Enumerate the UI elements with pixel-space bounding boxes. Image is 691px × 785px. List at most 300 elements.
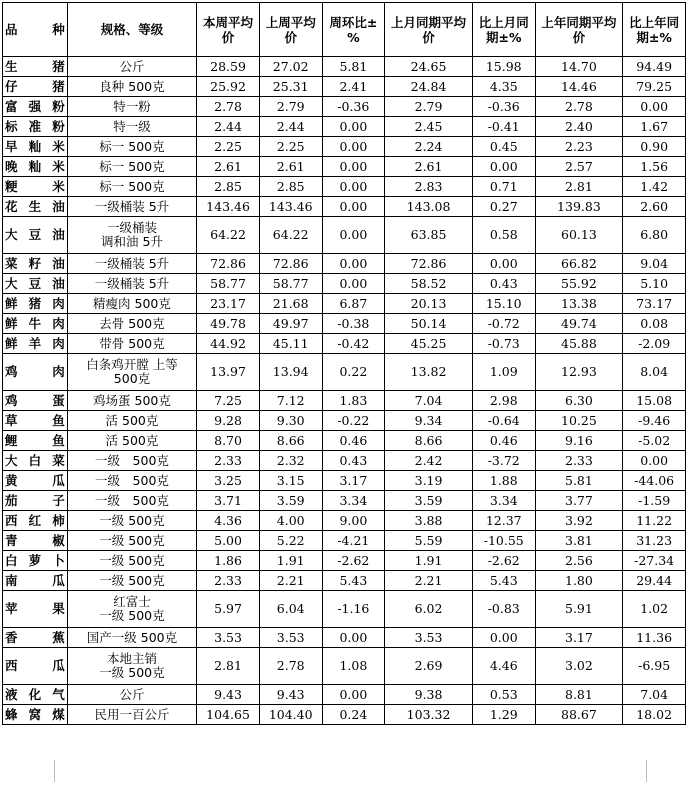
product-name-cell: 白萝卜 bbox=[3, 551, 68, 571]
value-cell: 6.02 bbox=[385, 591, 473, 628]
spec-cell: 精瘦肉 500克 bbox=[67, 294, 196, 314]
value-cell: 8.70 bbox=[197, 431, 260, 451]
value-cell: 88.67 bbox=[535, 705, 623, 725]
value-cell: 3.17 bbox=[535, 628, 623, 648]
value-cell: 2.33 bbox=[197, 451, 260, 471]
value-cell: 2.41 bbox=[322, 77, 385, 97]
value-cell: 0.00 bbox=[322, 157, 385, 177]
value-cell: 7.04 bbox=[623, 685, 686, 705]
value-cell: 0.46 bbox=[472, 431, 535, 451]
table-row bbox=[3, 705, 686, 725]
value-cell: 5.59 bbox=[385, 531, 473, 551]
product-name-cell: 大白菜 bbox=[3, 451, 68, 471]
product-name-cell: 菜籽油 bbox=[3, 254, 68, 274]
value-cell: 9.16 bbox=[535, 431, 623, 451]
header-cell bbox=[472, 3, 535, 57]
table-row bbox=[3, 511, 686, 531]
table-body bbox=[3, 57, 686, 725]
value-cell: 12.93 bbox=[535, 354, 623, 391]
spec-cell: 国产一级 500克 bbox=[67, 628, 196, 648]
value-cell: -4.21 bbox=[322, 531, 385, 551]
value-cell: 1.42 bbox=[623, 177, 686, 197]
value-cell: 143.46 bbox=[197, 197, 260, 217]
value-cell: 24.84 bbox=[385, 77, 473, 97]
header-cell bbox=[322, 3, 385, 57]
spec-cell: 公斤 bbox=[67, 685, 196, 705]
value-cell: 9.04 bbox=[623, 254, 686, 274]
value-cell: 0.00 bbox=[322, 217, 385, 254]
header-cell bbox=[259, 3, 322, 57]
table-row bbox=[3, 334, 686, 354]
value-cell: 3.15 bbox=[259, 471, 322, 491]
value-cell: 0.27 bbox=[472, 197, 535, 217]
product-name-cell: 鲤 鱼 bbox=[3, 431, 68, 451]
value-cell: 3.19 bbox=[385, 471, 473, 491]
value-cell: 27.02 bbox=[259, 57, 322, 77]
value-cell: 23.17 bbox=[197, 294, 260, 314]
value-cell: -2.62 bbox=[472, 551, 535, 571]
value-cell: 13.38 bbox=[535, 294, 623, 314]
value-cell: 6.04 bbox=[259, 591, 322, 628]
value-cell: 4.46 bbox=[472, 648, 535, 685]
value-cell: 8.04 bbox=[623, 354, 686, 391]
value-cell: 2.60 bbox=[623, 197, 686, 217]
value-cell: 5.81 bbox=[322, 57, 385, 77]
value-cell: 2.44 bbox=[259, 117, 322, 137]
value-cell: -44.06 bbox=[623, 471, 686, 491]
product-name-cell: 鸡 肉 bbox=[3, 354, 68, 391]
value-cell: -2.62 bbox=[322, 551, 385, 571]
value-cell: 21.68 bbox=[259, 294, 322, 314]
value-cell: -9.46 bbox=[623, 411, 686, 431]
value-cell: 2.32 bbox=[259, 451, 322, 471]
spec-cell: 标一 500克 bbox=[67, 137, 196, 157]
value-cell: 3.59 bbox=[259, 491, 322, 511]
value-cell: 8.66 bbox=[259, 431, 322, 451]
value-cell: 14.70 bbox=[535, 57, 623, 77]
value-cell: 9.30 bbox=[259, 411, 322, 431]
value-cell: 3.77 bbox=[535, 491, 623, 511]
value-cell: 104.40 bbox=[259, 705, 322, 725]
spec-cell: 白条鸡开膛 上等 500克 bbox=[67, 354, 196, 391]
value-cell: 3.53 bbox=[385, 628, 473, 648]
value-cell: 1.08 bbox=[322, 648, 385, 685]
spec-cell: 公斤 bbox=[67, 57, 196, 77]
product-name-cell: 液化气 bbox=[3, 685, 68, 705]
spec-cell: 本地主销 一级 500克 bbox=[67, 648, 196, 685]
value-cell: 72.86 bbox=[385, 254, 473, 274]
value-cell: -10.55 bbox=[472, 531, 535, 551]
value-cell: 5.00 bbox=[197, 531, 260, 551]
value-cell: 5.91 bbox=[535, 591, 623, 628]
table-row bbox=[3, 117, 686, 137]
table-row bbox=[3, 177, 686, 197]
product-name-cell: 蜂窝煤 bbox=[3, 705, 68, 725]
product-name-cell: 青 椒 bbox=[3, 531, 68, 551]
table-row bbox=[3, 254, 686, 274]
spec-cell: 标一 500克 bbox=[67, 177, 196, 197]
table-row bbox=[3, 628, 686, 648]
value-cell: 79.25 bbox=[623, 77, 686, 97]
value-cell: 0.58 bbox=[472, 217, 535, 254]
header-text: 周环比±% bbox=[329, 14, 378, 45]
value-cell: 15.98 bbox=[472, 57, 535, 77]
value-cell: 2.56 bbox=[535, 551, 623, 571]
value-cell: 64.22 bbox=[197, 217, 260, 254]
table-row bbox=[3, 314, 686, 334]
value-cell: 2.78 bbox=[259, 648, 322, 685]
product-name-cell: 标准粉 bbox=[3, 117, 68, 137]
header-text: 上月同期平均价 bbox=[391, 14, 467, 45]
product-name-cell: 生 猪 bbox=[3, 57, 68, 77]
value-cell: 58.77 bbox=[197, 274, 260, 294]
product-name-cell: 草 鱼 bbox=[3, 411, 68, 431]
value-cell: 143.46 bbox=[259, 197, 322, 217]
value-cell: 2.85 bbox=[197, 177, 260, 197]
value-cell: 3.53 bbox=[259, 628, 322, 648]
value-cell: -0.64 bbox=[472, 411, 535, 431]
value-cell: 2.25 bbox=[259, 137, 322, 157]
value-cell: 3.92 bbox=[535, 511, 623, 531]
header-text: 比上月同期±% bbox=[478, 14, 529, 45]
value-cell: 7.12 bbox=[259, 391, 322, 411]
value-cell: 2.98 bbox=[472, 391, 535, 411]
table-row bbox=[3, 685, 686, 705]
value-cell: 2.21 bbox=[385, 571, 473, 591]
table-row bbox=[3, 274, 686, 294]
table-row bbox=[3, 551, 686, 571]
value-cell: 73.17 bbox=[623, 294, 686, 314]
header-cell bbox=[535, 3, 623, 57]
table-row bbox=[3, 591, 686, 628]
value-cell: 1.56 bbox=[623, 157, 686, 177]
spec-cell: 特一级 bbox=[67, 117, 196, 137]
value-cell: 9.43 bbox=[197, 685, 260, 705]
header-cell: 品 种 bbox=[3, 3, 68, 57]
value-cell: 0.22 bbox=[322, 354, 385, 391]
spec-cell: 一级桶装 5升 bbox=[67, 254, 196, 274]
value-cell: -27.34 bbox=[623, 551, 686, 571]
value-cell: 66.82 bbox=[535, 254, 623, 274]
value-cell: 0.00 bbox=[322, 177, 385, 197]
value-cell: 5.81 bbox=[535, 471, 623, 491]
table-row bbox=[3, 491, 686, 511]
value-cell: 63.85 bbox=[385, 217, 473, 254]
value-cell: 0.24 bbox=[322, 705, 385, 725]
header-cell: 规格、等级 bbox=[67, 3, 196, 57]
table-row bbox=[3, 294, 686, 314]
value-cell: 5.43 bbox=[472, 571, 535, 591]
value-cell: 8.81 bbox=[535, 685, 623, 705]
product-name-cell: 南 瓜 bbox=[3, 571, 68, 591]
value-cell: 44.92 bbox=[197, 334, 260, 354]
value-cell: 13.97 bbox=[197, 354, 260, 391]
value-cell: 0.00 bbox=[623, 451, 686, 471]
header-row bbox=[3, 3, 686, 57]
value-cell: 2.61 bbox=[197, 157, 260, 177]
value-cell: 0.00 bbox=[322, 197, 385, 217]
value-cell: -0.42 bbox=[322, 334, 385, 354]
value-cell: -3.72 bbox=[472, 451, 535, 471]
value-cell: 55.92 bbox=[535, 274, 623, 294]
value-cell: 64.22 bbox=[259, 217, 322, 254]
value-cell: 50.14 bbox=[385, 314, 473, 334]
table-row bbox=[3, 354, 686, 391]
value-cell: 0.00 bbox=[322, 628, 385, 648]
value-cell: 3.81 bbox=[535, 531, 623, 551]
value-cell: 18.02 bbox=[623, 705, 686, 725]
value-cell: 2.79 bbox=[385, 97, 473, 117]
value-cell: 6.87 bbox=[322, 294, 385, 314]
header-text: 本周平均价 bbox=[203, 14, 254, 45]
value-cell: 0.46 bbox=[322, 431, 385, 451]
header-cell bbox=[623, 3, 686, 57]
value-cell: 1.88 bbox=[472, 471, 535, 491]
table-row bbox=[3, 648, 686, 685]
product-name-cell: 仔 猪 bbox=[3, 77, 68, 97]
value-cell: 3.17 bbox=[322, 471, 385, 491]
product-name-cell: 晚籼米 bbox=[3, 157, 68, 177]
value-cell: 3.34 bbox=[322, 491, 385, 511]
value-cell: 2.79 bbox=[259, 97, 322, 117]
value-cell: 1.91 bbox=[385, 551, 473, 571]
value-cell: 0.00 bbox=[623, 97, 686, 117]
header-cell bbox=[385, 3, 473, 57]
spec-cell: 一级桶装 5升 bbox=[67, 274, 196, 294]
value-cell: 5.97 bbox=[197, 591, 260, 628]
value-cell: 0.00 bbox=[322, 137, 385, 157]
product-name-cell: 黄 瓜 bbox=[3, 471, 68, 491]
value-cell: 45.88 bbox=[535, 334, 623, 354]
table-row bbox=[3, 531, 686, 551]
table-row bbox=[3, 391, 686, 411]
table-row bbox=[3, 571, 686, 591]
spec-cell: 一级 500克 bbox=[67, 451, 196, 471]
header-text: 比上年同期±% bbox=[629, 14, 680, 45]
table-row bbox=[3, 77, 686, 97]
spec-cell: 良种 500克 bbox=[67, 77, 196, 97]
value-cell: -1.59 bbox=[623, 491, 686, 511]
value-cell: 143.08 bbox=[385, 197, 473, 217]
value-cell: 2.21 bbox=[259, 571, 322, 591]
value-cell: 72.86 bbox=[197, 254, 260, 274]
value-cell: 0.00 bbox=[472, 628, 535, 648]
header-text: 上周平均价 bbox=[265, 14, 316, 45]
value-cell: 0.00 bbox=[322, 685, 385, 705]
value-cell: 28.59 bbox=[197, 57, 260, 77]
product-name-cell: 香 蕉 bbox=[3, 628, 68, 648]
product-name-cell: 粳 米 bbox=[3, 177, 68, 197]
value-cell: 7.04 bbox=[385, 391, 473, 411]
spec-cell: 民用一百公斤 bbox=[67, 705, 196, 725]
product-name-cell: 鲜羊肉 bbox=[3, 334, 68, 354]
spec-cell: 一级 500克 bbox=[67, 491, 196, 511]
value-cell: 103.32 bbox=[385, 705, 473, 725]
value-cell: 6.80 bbox=[623, 217, 686, 254]
header-cell bbox=[197, 3, 260, 57]
value-cell: -0.22 bbox=[322, 411, 385, 431]
value-cell: 9.43 bbox=[259, 685, 322, 705]
value-cell: 3.53 bbox=[197, 628, 260, 648]
value-cell: 0.53 bbox=[472, 685, 535, 705]
value-cell: 0.00 bbox=[322, 117, 385, 137]
value-cell: 0.08 bbox=[623, 314, 686, 334]
value-cell: 25.92 bbox=[197, 77, 260, 97]
spec-cell: 红富士 一级 500克 bbox=[67, 591, 196, 628]
value-cell: 58.52 bbox=[385, 274, 473, 294]
value-cell: 2.61 bbox=[259, 157, 322, 177]
value-cell: 0.00 bbox=[322, 274, 385, 294]
value-cell: 9.38 bbox=[385, 685, 473, 705]
value-cell: 0.45 bbox=[472, 137, 535, 157]
table-row bbox=[3, 431, 686, 451]
value-cell: 2.42 bbox=[385, 451, 473, 471]
value-cell: 2.33 bbox=[535, 451, 623, 471]
spec-cell: 一级 500克 bbox=[67, 511, 196, 531]
table-row bbox=[3, 411, 686, 431]
value-cell: 94.49 bbox=[623, 57, 686, 77]
value-cell: 7.25 bbox=[197, 391, 260, 411]
value-cell: 1.67 bbox=[623, 117, 686, 137]
value-cell: 11.36 bbox=[623, 628, 686, 648]
value-cell: -0.72 bbox=[472, 314, 535, 334]
value-cell: 2.33 bbox=[197, 571, 260, 591]
value-cell: 20.13 bbox=[385, 294, 473, 314]
spec-cell: 一级 500克 bbox=[67, 571, 196, 591]
value-cell: 2.45 bbox=[385, 117, 473, 137]
table-row bbox=[3, 197, 686, 217]
value-cell: 6.30 bbox=[535, 391, 623, 411]
value-cell: 3.34 bbox=[472, 491, 535, 511]
value-cell: 60.13 bbox=[535, 217, 623, 254]
value-cell: 4.36 bbox=[197, 511, 260, 531]
spec-cell: 一级桶装 调和油 5升 bbox=[67, 217, 196, 254]
product-name-cell: 富强粉 bbox=[3, 97, 68, 117]
value-cell: 9.00 bbox=[322, 511, 385, 531]
value-cell: 14.46 bbox=[535, 77, 623, 97]
value-cell: 0.00 bbox=[322, 254, 385, 274]
value-cell: 2.23 bbox=[535, 137, 623, 157]
value-cell: 104.65 bbox=[197, 705, 260, 725]
value-cell: 13.82 bbox=[385, 354, 473, 391]
value-cell: -0.38 bbox=[322, 314, 385, 334]
value-cell: 2.44 bbox=[197, 117, 260, 137]
value-cell: 1.86 bbox=[197, 551, 260, 571]
table-row bbox=[3, 57, 686, 77]
value-cell: 2.81 bbox=[535, 177, 623, 197]
value-cell: 3.71 bbox=[197, 491, 260, 511]
value-cell: 25.31 bbox=[259, 77, 322, 97]
value-cell: 2.61 bbox=[385, 157, 473, 177]
value-cell: 2.81 bbox=[197, 648, 260, 685]
value-cell: 1.91 bbox=[259, 551, 322, 571]
value-cell: 49.74 bbox=[535, 314, 623, 334]
product-name-cell: 西红柿 bbox=[3, 511, 68, 531]
product-name-cell: 鸡 蛋 bbox=[3, 391, 68, 411]
value-cell: 9.34 bbox=[385, 411, 473, 431]
product-name-cell: 大豆油 bbox=[3, 217, 68, 254]
value-cell: 1.83 bbox=[322, 391, 385, 411]
value-cell: 3.25 bbox=[197, 471, 260, 491]
value-cell: 0.00 bbox=[472, 254, 535, 274]
product-name-cell: 西 瓜 bbox=[3, 648, 68, 685]
value-cell: 15.08 bbox=[623, 391, 686, 411]
value-cell: 2.57 bbox=[535, 157, 623, 177]
value-cell: 29.44 bbox=[623, 571, 686, 591]
value-cell: 49.97 bbox=[259, 314, 322, 334]
value-cell: 58.77 bbox=[259, 274, 322, 294]
value-cell: 11.22 bbox=[623, 511, 686, 531]
table-row bbox=[3, 217, 686, 254]
value-cell: 1.29 bbox=[472, 705, 535, 725]
spec-cell: 活 500克 bbox=[67, 431, 196, 451]
value-cell: 0.90 bbox=[623, 137, 686, 157]
value-cell: 12.37 bbox=[472, 511, 535, 531]
value-cell: 2.78 bbox=[197, 97, 260, 117]
value-cell: 3.88 bbox=[385, 511, 473, 531]
product-name-cell: 花生油 bbox=[3, 197, 68, 217]
spec-cell: 带骨 500克 bbox=[67, 334, 196, 354]
product-name-cell: 茄 子 bbox=[3, 491, 68, 511]
value-cell: 10.25 bbox=[535, 411, 623, 431]
value-cell: 0.71 bbox=[472, 177, 535, 197]
spec-cell: 一级 500克 bbox=[67, 551, 196, 571]
value-cell: 49.78 bbox=[197, 314, 260, 334]
table-row bbox=[3, 137, 686, 157]
product-name-cell: 苹 果 bbox=[3, 591, 68, 628]
value-cell: -0.41 bbox=[472, 117, 535, 137]
product-name-cell: 大豆油 bbox=[3, 274, 68, 294]
table-row bbox=[3, 471, 686, 491]
value-cell: 2.78 bbox=[535, 97, 623, 117]
spec-cell: 一级 500克 bbox=[67, 531, 196, 551]
value-cell: 0.43 bbox=[322, 451, 385, 471]
price-table bbox=[2, 2, 686, 725]
value-cell: -2.09 bbox=[623, 334, 686, 354]
value-cell: 8.66 bbox=[385, 431, 473, 451]
value-cell: -0.73 bbox=[472, 334, 535, 354]
header-text: 上年同期平均价 bbox=[541, 14, 617, 45]
value-cell: 5.10 bbox=[623, 274, 686, 294]
value-cell: -0.36 bbox=[322, 97, 385, 117]
spec-cell: 鸡场蛋 500克 bbox=[67, 391, 196, 411]
value-cell: 4.00 bbox=[259, 511, 322, 531]
spec-cell: 一级桶装 5升 bbox=[67, 197, 196, 217]
table-row bbox=[3, 97, 686, 117]
value-cell: 24.65 bbox=[385, 57, 473, 77]
spec-cell: 特一粉 bbox=[67, 97, 196, 117]
product-name-cell: 早籼米 bbox=[3, 137, 68, 157]
value-cell: 2.40 bbox=[535, 117, 623, 137]
value-cell: 2.25 bbox=[197, 137, 260, 157]
value-cell: -5.02 bbox=[623, 431, 686, 451]
value-cell: 5.43 bbox=[322, 571, 385, 591]
product-name-cell: 鲜猪肉 bbox=[3, 294, 68, 314]
value-cell: 0.43 bbox=[472, 274, 535, 294]
value-cell: 72.86 bbox=[259, 254, 322, 274]
value-cell: -6.95 bbox=[623, 648, 686, 685]
value-cell: 0.00 bbox=[472, 157, 535, 177]
value-cell: 139.83 bbox=[535, 197, 623, 217]
page-corner-right bbox=[646, 760, 669, 782]
value-cell: 2.69 bbox=[385, 648, 473, 685]
value-cell: 31.23 bbox=[623, 531, 686, 551]
product-name-cell: 鲜牛肉 bbox=[3, 314, 68, 334]
spec-cell: 活 500克 bbox=[67, 411, 196, 431]
spec-cell: 标一 500克 bbox=[67, 157, 196, 177]
value-cell: 1.09 bbox=[472, 354, 535, 391]
value-cell: -0.83 bbox=[472, 591, 535, 628]
